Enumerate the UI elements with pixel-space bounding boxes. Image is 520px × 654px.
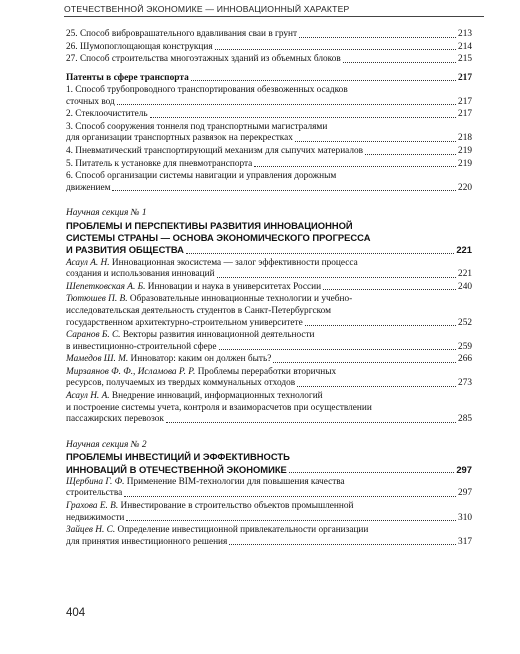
toc-entry xyxy=(66,294,472,329)
entry-line xyxy=(66,133,472,145)
entry-text: 3. Способ сооружения тоннеля под транспортными магистралями xyxy=(66,121,328,132)
entry-text: Инновации и наука в университетах России xyxy=(147,281,322,292)
entry-line xyxy=(66,403,472,415)
entry-line xyxy=(66,232,472,244)
leader-dots xyxy=(297,386,456,387)
page-ref: 297 xyxy=(456,463,472,475)
entry-text: Образовательные инновационные технологии и учебно- xyxy=(129,294,353,305)
toc-entry xyxy=(66,29,472,41)
leader-dots xyxy=(323,289,456,290)
toc-entry xyxy=(66,477,472,500)
entry-line-text xyxy=(66,97,115,109)
entry-text: Внедрение инноваций, информационных технологий xyxy=(111,391,323,402)
entry-text: Инноватор: каким он должен быть? xyxy=(130,354,272,365)
running-header: ОТЕЧЕСТВЕННОЙ ЭКОНОМИКЕ — ИННОВАЦИОННЫЙ ХАРАКТЕР xyxy=(64,4,350,14)
toc-entry xyxy=(66,85,472,108)
page-ref: 273 xyxy=(458,378,472,389)
toc-entry xyxy=(66,391,472,426)
leader-dots xyxy=(150,117,456,118)
section-title xyxy=(66,220,472,257)
entry-text: для организации транспортных развязок на перекрестках xyxy=(66,133,293,144)
entry-text: СИСТЕМЫ СТРАНЫ — ОСНОВА ЭКОНОМИЧЕСКОГО ПРОГРЕССА xyxy=(66,232,371,244)
page-ref: 217 xyxy=(458,109,472,120)
entry-line xyxy=(66,501,472,513)
entry-text: пассажирских перевозок xyxy=(66,414,164,425)
entry-line-text xyxy=(66,378,295,390)
entry-line xyxy=(66,122,472,134)
section-entries xyxy=(66,477,472,549)
entry-line xyxy=(66,378,472,390)
toc-entry xyxy=(66,42,472,54)
entry-line-text xyxy=(66,42,213,54)
toc-entry xyxy=(66,330,472,353)
entry-line xyxy=(66,464,472,476)
table-of-contents xyxy=(66,29,472,549)
entry-line xyxy=(66,318,472,330)
entry-line xyxy=(66,367,472,379)
page-ref: 317 xyxy=(458,536,472,547)
entry-line xyxy=(66,269,472,281)
entry-line xyxy=(66,451,472,463)
entry-text: в инвестиционно-строительной сфере xyxy=(66,341,217,352)
section-entries xyxy=(66,258,472,426)
entry-text: ИННОВАЦИЙ В ОТЕЧЕСТВЕННОЙ ЭКОНОМИКЕ xyxy=(66,463,287,475)
entry-line-text xyxy=(66,414,164,426)
entry-line xyxy=(66,183,472,195)
entry-text: 2. Стеклоочиститель xyxy=(66,109,148,120)
page-ref: 259 xyxy=(458,341,472,352)
leader-dots xyxy=(365,154,456,155)
page-ref: 219 xyxy=(458,145,472,156)
entry-text: 6. Способ организации системы навигации и управления дорожным xyxy=(66,171,337,182)
author-name: Мирзаянов Ф. Ф., Исламова Р. Р. xyxy=(66,366,196,377)
patents-heading-text: Патенты в сфере транспорта xyxy=(66,72,189,83)
entry-text: сточных вод xyxy=(66,96,115,107)
entry-line xyxy=(66,109,472,121)
page-ref: 310 xyxy=(458,512,472,523)
section-title xyxy=(66,451,472,475)
leader-dots xyxy=(299,37,456,38)
entry-text: для принятия инвестиционного решения xyxy=(66,536,228,547)
entry-line xyxy=(66,414,472,426)
leader-dots xyxy=(124,496,456,497)
entry-text: Инновационная экосистема — залог эффективности процесса xyxy=(111,257,358,268)
page-ref: 221 xyxy=(458,269,472,280)
entry-line-text xyxy=(66,354,271,366)
entry-text: 4. Пневматический транспортирующий механизм для сыпучих материалов xyxy=(66,145,364,156)
page-ref: 240 xyxy=(458,281,472,292)
entry-text: И РАЗВИТИЯ ОБЩЕСТВА xyxy=(66,244,184,256)
page-ref: 252 xyxy=(458,317,472,328)
entry-line-text xyxy=(66,159,252,171)
page-ref: 285 xyxy=(458,414,472,425)
leader-dots xyxy=(186,253,454,254)
page-ref: 219 xyxy=(458,158,472,169)
entry-line xyxy=(66,477,472,489)
entry-line xyxy=(66,488,472,500)
entry-line xyxy=(66,342,472,354)
patents-heading xyxy=(66,72,472,84)
toc-entry xyxy=(66,146,472,158)
entry-text: 27. Способ строительства многоэтажных зданий из объемных блоков xyxy=(66,54,341,65)
entry-line xyxy=(66,146,472,158)
entry-text: ПРОБЛЕМЫ ИНВЕСТИЦИЙ И ЭФФЕКТИВНОСТЬ xyxy=(66,451,290,463)
entry-line-text xyxy=(66,513,124,525)
entry-line xyxy=(66,306,472,318)
author-name: Грахова Е. В. xyxy=(66,501,119,512)
toc-entry xyxy=(66,122,472,145)
toc-entry xyxy=(66,109,472,121)
leader-dots xyxy=(217,277,456,278)
entry-text: Применение BIM-технологии для повышения качества xyxy=(126,476,345,487)
entry-line xyxy=(66,525,472,537)
page-ref: 213 xyxy=(458,29,472,39)
entry-line xyxy=(66,29,472,41)
toc-entry xyxy=(66,282,472,294)
entry-text: движением xyxy=(66,182,111,193)
leader-dots xyxy=(126,520,456,521)
page-ref: 221 xyxy=(456,244,472,256)
author-name: Саранов Б. С. xyxy=(66,330,121,341)
page-ref: 218 xyxy=(458,133,472,144)
entry-line xyxy=(66,171,472,183)
leader-dots xyxy=(215,49,456,50)
entry-text: государственном архитектурно-строительном университете xyxy=(66,317,303,328)
entry-line-text xyxy=(66,29,297,41)
entry-line xyxy=(66,54,472,66)
entry-text: ресурсов, получаемых из твердых коммунальных отходов xyxy=(66,378,296,389)
entry-text: 25. Способ виброврашательного вдавливания сваи в грунт xyxy=(66,29,298,39)
author-name: Щербина Г. Ф. xyxy=(66,476,125,487)
entry-line xyxy=(66,159,472,171)
toc-entry xyxy=(66,171,472,194)
entry-text: Векторы развития инновационной деятельности xyxy=(122,330,315,341)
entry-line xyxy=(66,85,472,97)
entry-text: ПРОБЛЕМЫ И ПЕРСПЕКТИВЫ РАЗВИТИЯ ИННОВАЦИОННОЙ xyxy=(66,219,353,231)
entry-line xyxy=(66,391,472,403)
toc-entry xyxy=(66,501,472,524)
leader-dots xyxy=(112,190,456,191)
page-ref: 215 xyxy=(458,54,472,65)
entry-line xyxy=(66,42,472,54)
top-entries xyxy=(66,29,472,66)
leader-dots xyxy=(289,472,455,473)
entry-line-text xyxy=(66,146,363,158)
entry-line-text xyxy=(66,244,184,256)
entry-line-text xyxy=(66,183,110,195)
leader-dots xyxy=(343,62,456,63)
entry-line xyxy=(66,97,472,109)
toc-entry xyxy=(66,159,472,171)
page-ref: 266 xyxy=(458,354,472,365)
section-heading xyxy=(66,451,472,475)
author-name: Тютюшев П. В. xyxy=(66,294,128,305)
entry-line-text xyxy=(66,282,321,294)
entry-text: Определение инвестиционной привлекательности организации xyxy=(117,525,369,536)
leader-dots xyxy=(254,166,456,167)
entry-line-text xyxy=(66,318,303,330)
entry-text: и построение системы учета, контроля и взаиморасчетов при осуществлении xyxy=(66,402,372,413)
toc-entry xyxy=(66,54,472,66)
entry-line xyxy=(66,220,472,232)
leader-dots xyxy=(273,362,456,363)
entry-line-text xyxy=(66,464,287,476)
entry-line xyxy=(66,294,472,306)
entry-text: исследовательская деятельность студентов в Санкт-Петербургском xyxy=(66,305,332,316)
section-label: Научная секция № 1 xyxy=(66,208,147,219)
toc-entry xyxy=(66,525,472,548)
entry-text: недвижимости xyxy=(66,512,125,523)
leader-dots xyxy=(191,80,456,81)
entry-line-text xyxy=(66,54,341,66)
page-ref: 220 xyxy=(458,182,472,193)
section-label: Научная секция № 2 xyxy=(66,439,147,450)
entry-text: Инвестирование в строительство объектов промышленной xyxy=(120,501,354,512)
entry-text: 1. Способ трубопроводного транспортирования обезвоженных осадков xyxy=(66,84,348,95)
entry-text: 26. Шумопоглощающая конструкция xyxy=(66,41,213,52)
leader-dots xyxy=(229,544,456,545)
entry-text: Проблемы переработки вторичных xyxy=(197,366,337,377)
author-name: Асаул А. Н. xyxy=(66,257,110,268)
entry-text: строительства xyxy=(66,488,123,499)
entry-line-text xyxy=(66,133,293,145)
page-ref: 297 xyxy=(458,488,472,499)
header-rule xyxy=(64,16,484,17)
toc-entry xyxy=(66,354,472,366)
author-name: Шепетковская А. Б. xyxy=(66,281,146,292)
entry-line xyxy=(66,330,472,342)
entry-line xyxy=(66,282,472,294)
page-ref: 217 xyxy=(457,72,472,83)
entry-line-text xyxy=(66,488,122,500)
entry-line xyxy=(66,354,472,366)
toc-entry xyxy=(66,367,472,390)
author-name: Зайцев Н. С. xyxy=(66,525,116,536)
page-number: 404 xyxy=(66,607,86,619)
leader-dots xyxy=(166,422,456,423)
entry-line xyxy=(66,513,472,525)
section-heading xyxy=(66,220,472,257)
patent-entries xyxy=(66,85,472,194)
author-name: Мамедов Ш. М. xyxy=(66,354,129,365)
entry-line xyxy=(66,244,472,256)
page-ref: 214 xyxy=(458,41,472,52)
entry-line xyxy=(66,537,472,549)
entry-line xyxy=(66,258,472,270)
entry-line-text xyxy=(66,109,148,121)
entry-text: создания и использования инноваций xyxy=(66,269,215,280)
author-name: Асаул Н. А. xyxy=(66,391,110,402)
leader-dots xyxy=(305,325,456,326)
toc-entry xyxy=(66,258,472,281)
leader-dots xyxy=(295,141,456,142)
leader-dots xyxy=(219,349,456,350)
entry-line-text xyxy=(66,537,227,549)
entry-line-text xyxy=(66,342,217,354)
leader-dots xyxy=(117,104,456,105)
entry-line-text xyxy=(66,269,215,281)
entry-text: 5. Питатель к установке для пневмотранспорта xyxy=(66,158,253,169)
page-ref: 217 xyxy=(458,96,472,107)
